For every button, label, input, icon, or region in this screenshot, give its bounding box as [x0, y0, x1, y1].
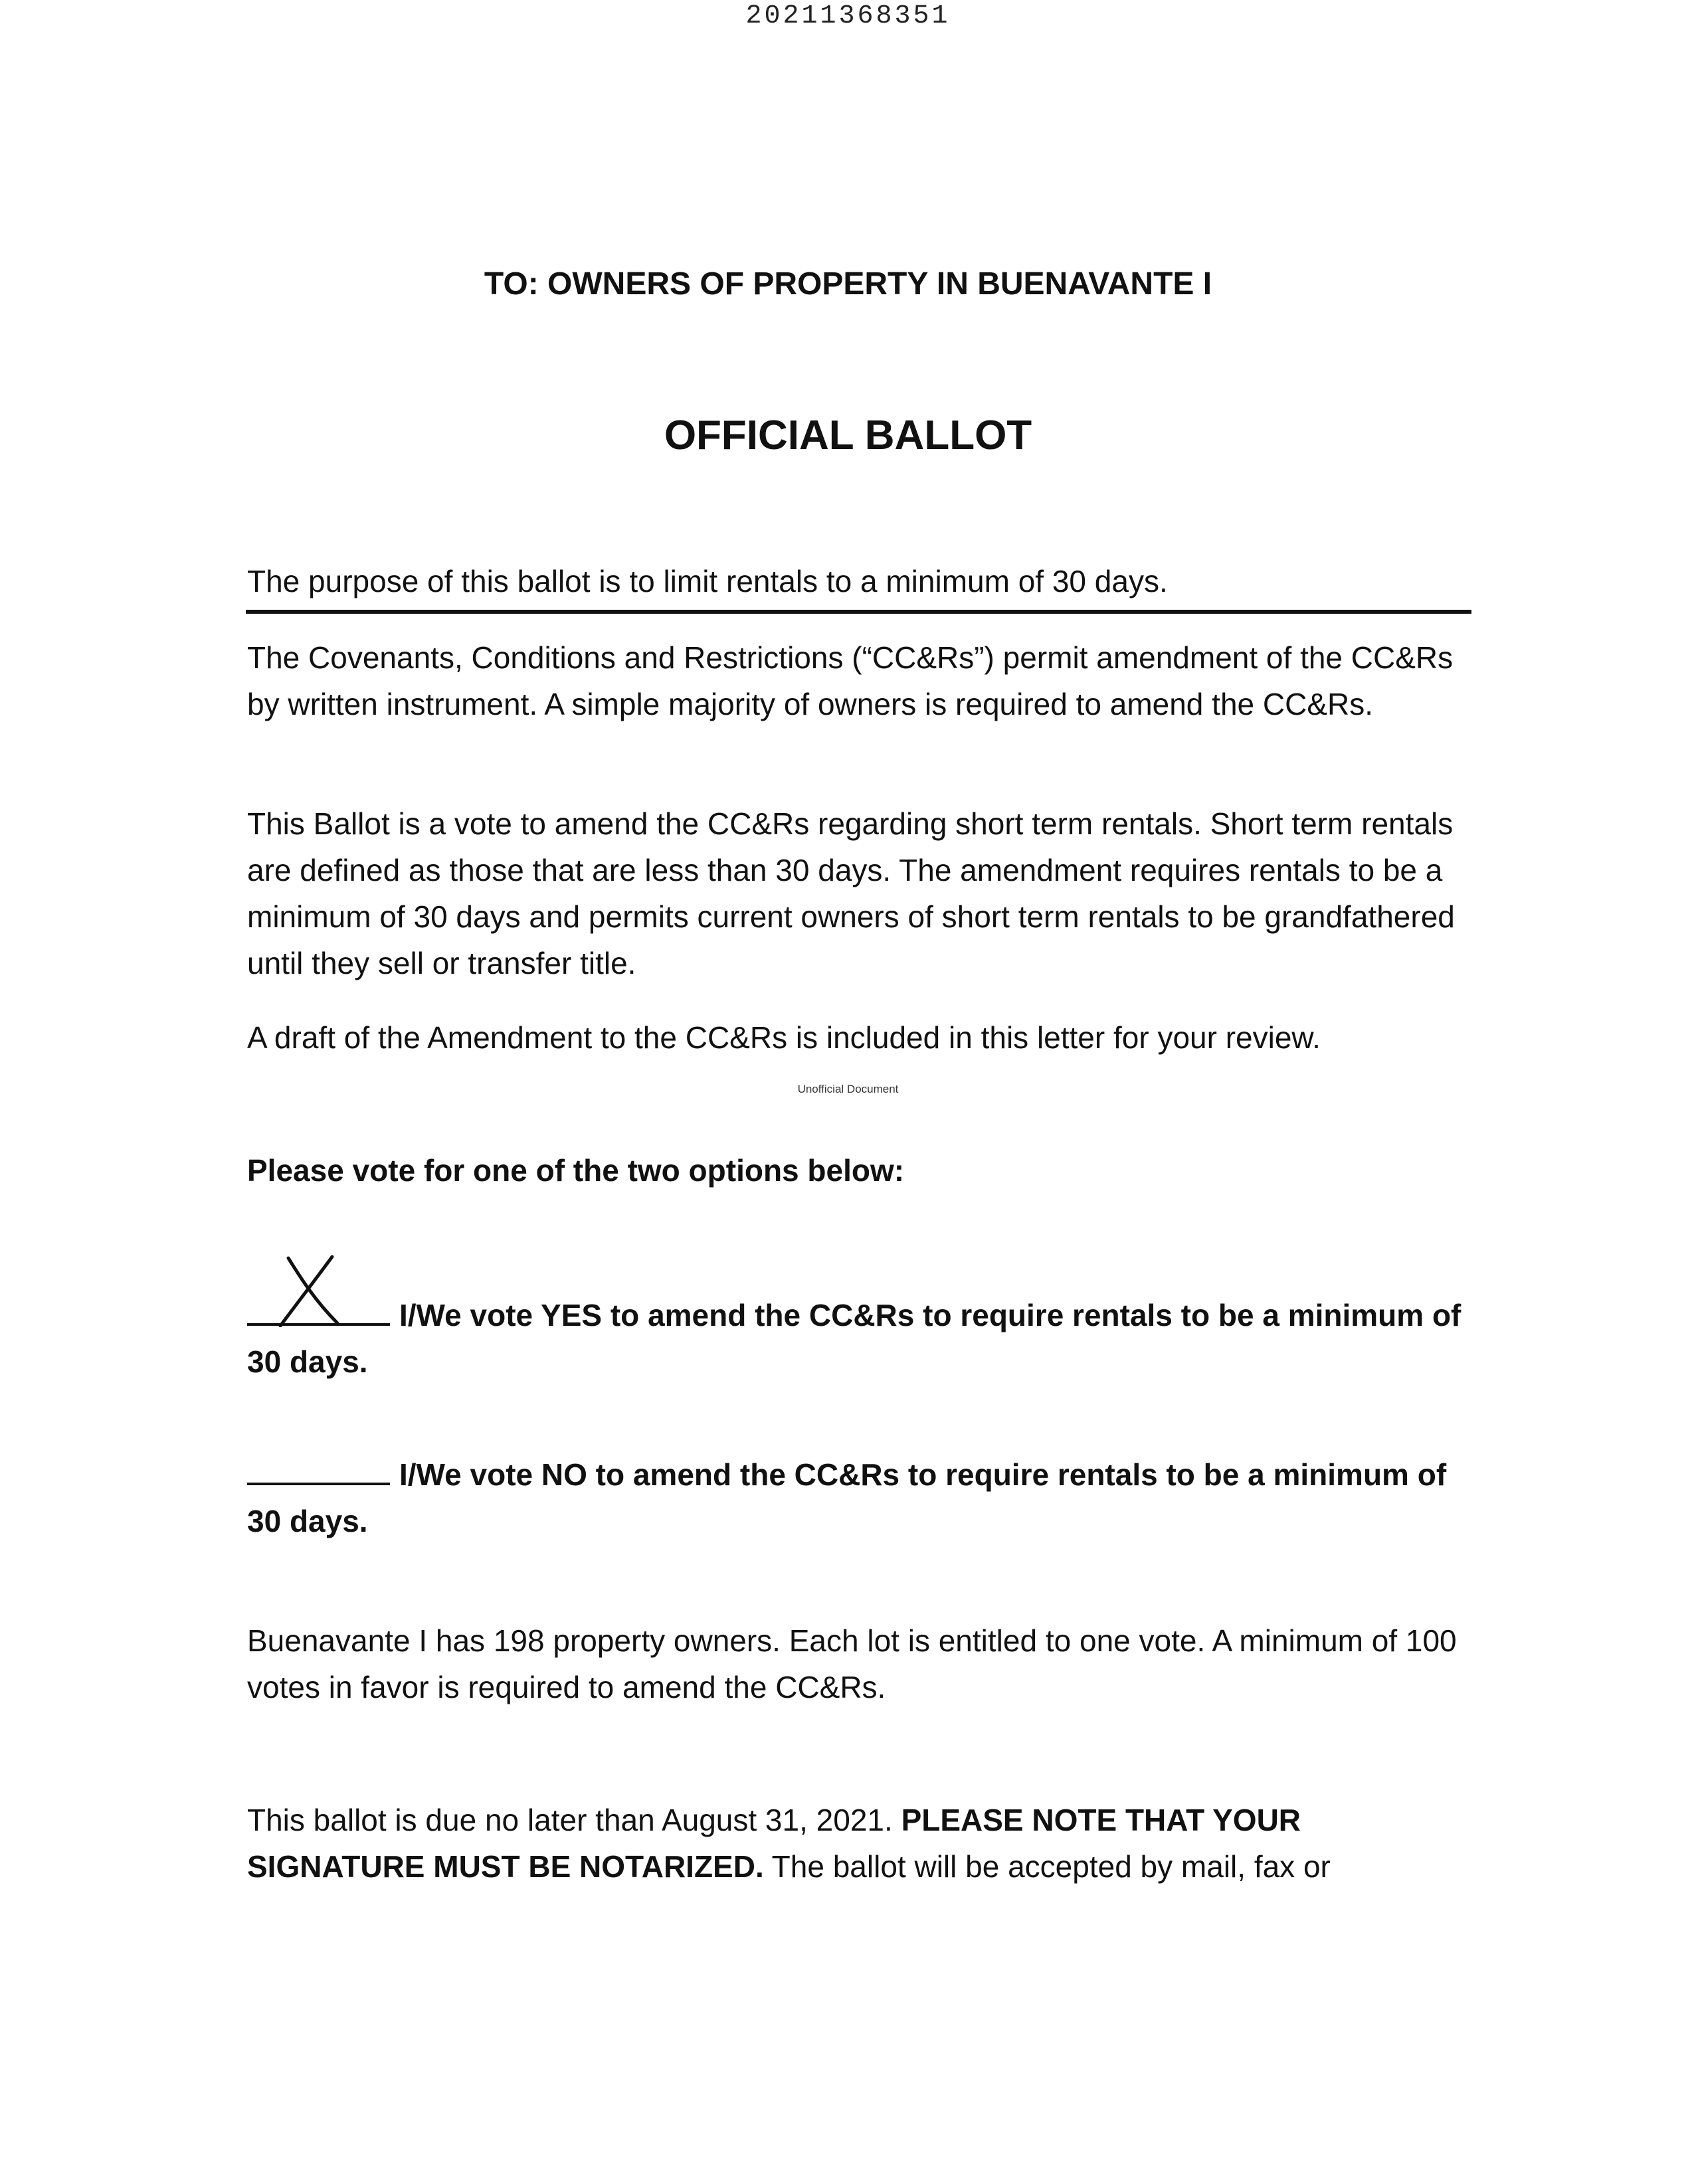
- vote-yes-text: I/We vote YES to amend the CC&Rs to require rentals to be a minimum of 30 days.: [247, 1298, 1461, 1379]
- submission-methods-text: The ballot will be accepted by mail, fax or: [763, 1849, 1331, 1884]
- due-date-paragraph: [247, 1797, 1476, 1890]
- owners-paragraph: Buenavante I has 198 property owners. Each lot is entitled to one vote. A minimum of 100 votes in favor is required to amend the CC&Rs.: [247, 1623, 1457, 1704]
- ballot-description-paragraph: This Ballot is a vote to amend the CC&Rs regarding short term rentals. Short term rentals are defined as those that are less than 30 days. The amendment requires rentals to be a minimum of 30 days and permits current owners of short term rentals to be grandfathered until they sell or transfer title.: [247, 806, 1455, 980]
- addressee-heading: TO: OWNERS OF PROPERTY IN BUENAVANTE I: [484, 266, 1212, 302]
- ccrs-amendment-paragraph: The Covenants, Conditions and Restrictions (“CC&Rs”) permit amendment of the CC&Rs by written instrument. A simple majority of owners is required to amend the CC&Rs.: [247, 640, 1454, 721]
- ballot-title: OFFICIAL BALLOT: [664, 412, 1032, 458]
- draft-note-paragraph: A draft of the Amendment to the CC&Rs is included in this letter for your review.: [247, 1020, 1321, 1055]
- purpose-statement: The purpose of this ballot is to limit rentals to a minimum of 30 days.: [247, 564, 1168, 598]
- handwritten-x-mark: [274, 1254, 347, 1327]
- recording-number: 20211368351: [745, 1, 951, 31]
- purpose-underline: [246, 610, 1471, 614]
- unofficial-watermark: Unofficial Document: [797, 1083, 899, 1095]
- vote-no-blank[interactable]: [247, 1453, 390, 1485]
- vote-no-option[interactable]: [247, 1451, 1483, 1544]
- vote-yes-option[interactable]: [247, 1292, 1483, 1385]
- vote-prompt: Please vote for one of the two options below:: [247, 1153, 905, 1188]
- vote-no-text: I/We vote NO to amend the CC&Rs to require rentals to be a minimum of 30 days.: [247, 1457, 1447, 1538]
- due-date-text: This ballot is due no later than August 31, 2021.: [247, 1803, 901, 1837]
- vote-yes-blank[interactable]: [247, 1294, 390, 1326]
- notarization-notice: PLEASE NOTE THAT YOUR SIGNATURE MUST BE NOTARIZED.: [247, 1803, 1301, 1884]
